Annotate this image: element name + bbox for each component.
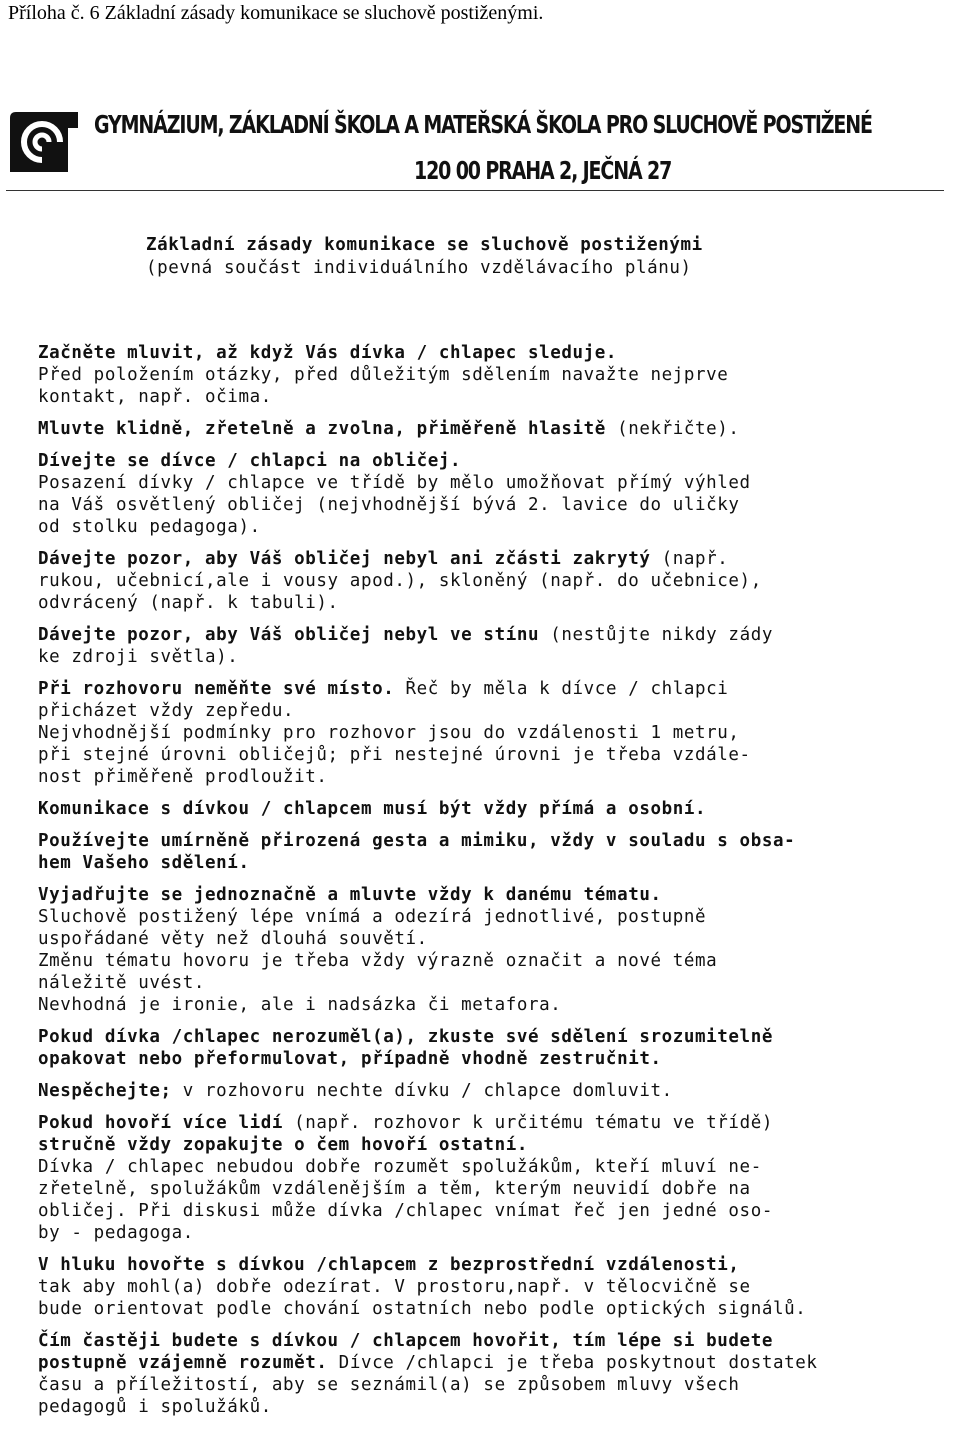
guideline-emphasis: Mluvte klidně, zřetelně a zvolna, přiměřeně hlasitě xyxy=(38,419,606,439)
guideline-emphasis: Při rozhovoru neměňte své místo. xyxy=(38,679,395,699)
guideline-emphasis: Pokud dívka /chlapec nerozuměl(a), zkuste své sdělení srozumitelně opakovat nebo přeformulovat, případně vhodně zestručnit. xyxy=(38,1027,773,1069)
guideline-paragraph xyxy=(38,798,953,820)
document-title-main: Základní zásady komunikace se sluchově postiženými xyxy=(146,235,703,255)
guideline-emphasis: Čím častěji budete s dívkou / chlapcem hovořit, tím lépe si budete postupně vzájemně rozumět. xyxy=(38,1331,773,1373)
guideline-text: Dívce /chlapci je třeba poskytnout dostatek času a příležitostí, aby se seznámil(a) se způsobem mluvy všech pedagogů i spolužáků. xyxy=(38,1353,818,1417)
guideline-paragraph xyxy=(38,342,953,408)
guideline-text: Řeč by měla k dívce / chlapci přicházet vždy zepředu. Nejvhodnější podmínky pro rozhovor jsou do vzdálenosti 1 metru, při stejné úrovni obličejů; při nestejné úrovni je třeba vzdále- nost přiměřeně prodloužit. xyxy=(38,679,751,787)
guideline-emphasis: Začněte mluvit, až když Vás dívka / chlapec sleduje. xyxy=(38,343,618,363)
guideline-text: Sluchově postižený lépe vnímá a odezírá jednotlivé, postupně uspořádané věty než dlouhá souvětí. Změnu tématu hovoru je třeba vždy výrazně označit a nové téma náležitě uvést. Nevhodná je ironie, ale i nadsázka či metafora. xyxy=(38,907,718,1015)
guideline-paragraph xyxy=(38,884,953,1016)
guidelines-body xyxy=(38,342,953,1428)
guideline-text: tak aby mohl(a) dobře odezírat. V prostoru,např. v tělocvičně se bude orientovat podle chování ostatních nebo podle optických signálů. xyxy=(38,1277,807,1319)
guideline-emphasis: Dávejte pozor, aby Váš obličej nebyl ani zčásti zakrytý xyxy=(38,549,651,569)
guideline-text: (např. rozhovor k určitému tématu ve třídě) xyxy=(294,1113,773,1133)
guideline-paragraph xyxy=(38,1026,953,1070)
school-logo-icon xyxy=(6,108,84,178)
guideline-emphasis: Komunikace s dívkou / chlapcem musí být vždy přímá a osobní. xyxy=(38,799,707,819)
guideline-emphasis: stručně vždy zopakujte o čem hovoří ostatní. xyxy=(38,1135,528,1155)
guideline-paragraph xyxy=(38,1330,953,1418)
document-title xyxy=(146,234,703,280)
guideline-emphasis: Dávejte pozor, aby Váš obličej nebyl ve stínu xyxy=(38,625,540,645)
document-title-subtitle: (pevná součást individuálního vzdělávacího plánu) xyxy=(146,258,692,278)
header-divider xyxy=(6,190,944,191)
guideline-text: (nestůjte nikdy zády ke zdroji světla). xyxy=(38,625,773,667)
guideline-emphasis: Používejte umírněně přirozená gesta a mimiku, vždy v souladu s obsa- hem Vašeho sdělení. xyxy=(38,831,796,873)
guideline-emphasis: Pokud hovoří více lidí xyxy=(38,1113,283,1133)
guideline-text: Před položením otázky, před důležitým sdělením navažte nejprve kontakt, např. očima. xyxy=(38,365,729,407)
appendix-caption: Příloha č. 6 Základní zásady komunikace se sluchově postiženými. xyxy=(8,2,544,24)
guideline-emphasis: Nespěchejte; xyxy=(38,1081,172,1101)
school-address: 120 00 PRAHA 2, JEČNÁ 27 xyxy=(414,156,672,185)
guideline-text: (nekřičte). xyxy=(605,419,740,439)
guideline-emphasis: Dívejte se dívce / chlapci na obličej. xyxy=(38,451,462,471)
guideline-paragraph xyxy=(38,1080,953,1102)
guideline-paragraph xyxy=(38,450,953,538)
guideline-paragraph xyxy=(38,1254,953,1320)
guideline-paragraph xyxy=(38,624,953,668)
guideline-emphasis: Vyjadřujte se jednoznačně a mluvte vždy k danému tématu. xyxy=(38,885,662,905)
guideline-paragraph xyxy=(38,548,953,614)
guideline-paragraph xyxy=(38,1112,953,1244)
guideline-paragraph xyxy=(38,830,953,874)
guideline-text: Dívka / chlapec nebudou dobře rozumět spolužákům, kteří mluví ne- zřetelně, spolužákům vzdálenějším a těm, kterým neuvidí dobře na obličej. Při diskusi může dívka /chlapec vnímat řeč jen jedné oso- by - pedagoga. xyxy=(38,1157,773,1243)
guideline-emphasis: V hluku hovořte s dívkou /chlapcem z bezprostřední vzdálenosti, xyxy=(38,1255,740,1275)
guideline-text: v rozhovoru nechte dívku / chlapce domluvit. xyxy=(171,1081,673,1101)
guideline-paragraph xyxy=(38,678,953,788)
school-name: GYMNÁZIUM, ZÁKLADNÍ ŠKOLA A MATEŘSKÁ ŠKOLA PRO SLUCHOVĚ POSTIŽENÉ xyxy=(94,110,872,139)
guideline-paragraph xyxy=(38,418,953,440)
guideline-text: (např. rukou, učebnicí,ale i vousy apod.), skloněný (např. do učebnice), odvrácený (např. k tabuli). xyxy=(38,549,762,613)
guideline-text: Posazení dívky / chlapce ve třídě by mělo umožňovat přímý výhled na Váš osvětlený obličej (nejvhodnější bývá 2. lavice do uličky od stolku pedagoga). xyxy=(38,473,751,537)
